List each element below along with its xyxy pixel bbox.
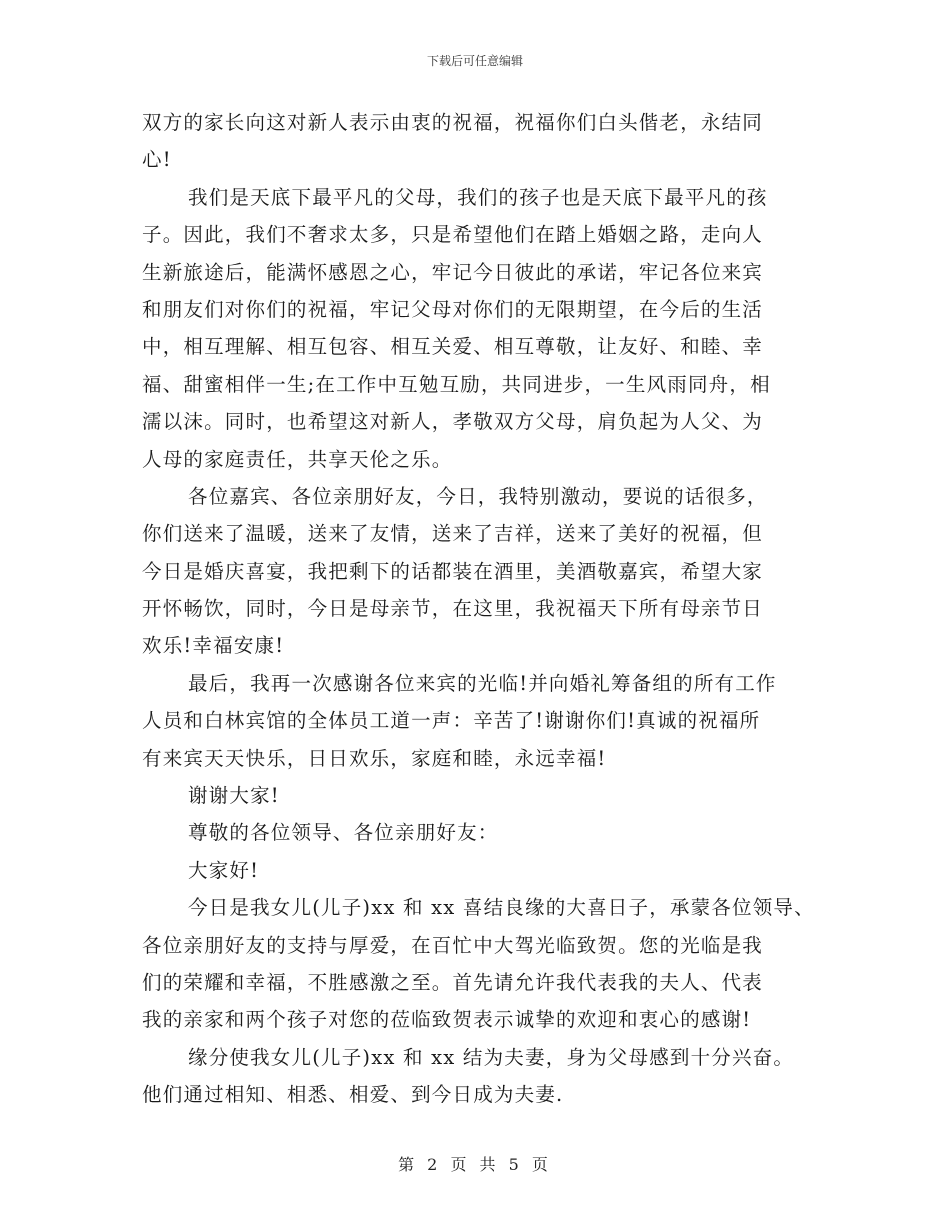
text-line: 今日是婚庆喜宴，我把剩下的话都装在酒里，美酒敬嘉宾，希望大家: [142, 559, 764, 583]
page-footer: 第 2 页 共 5 页: [398, 1155, 552, 1174]
text-line: 各位亲朋好友的支持与厚爱，在百忙中大驾光临致贺。您的光临是我: [142, 933, 764, 957]
text-line: 缘分使我女儿(儿子)xx 和 xx 结为夫妻，身为父母感到十分兴奋。: [188, 1045, 795, 1069]
text-line: 今日是我女儿(儿子)xx 和 xx 喜结良缘的大喜日子，承蒙各位领导、: [188, 896, 815, 920]
text-line: 尊敬的各位领导、各位亲朋好友：: [188, 821, 499, 845]
text-line: 我们是天底下最平凡的父母，我们的孩子也是天底下最平凡的孩: [188, 185, 768, 209]
text-line: 们的荣耀和幸福，不胜感激之至。首先请允许我代表我的夫人、代表: [142, 970, 764, 994]
text-line: 你们送来了温暖，送来了友情，送来了吉祥，送来了美好的祝福，但: [142, 522, 764, 546]
text-line: 人母的家庭责任，共享天伦之乐。: [142, 447, 453, 471]
text-line: 有来宾天天快乐，日日欢乐，家庭和睦，永远幸福!: [142, 746, 607, 770]
text-line: 欢乐!幸福安康!: [142, 634, 285, 658]
text-line: 生新旅途后，能满怀感恩之心，牢记今日彼此的承诺，牢记各位来宾: [142, 260, 764, 284]
page-header: 下载后可任意编辑: [426, 54, 523, 68]
text-line: 开怀畅饮，同时，今日是母亲节，在这里，我祝福天下所有母亲节日: [142, 597, 764, 621]
text-line: 谢谢大家!: [188, 784, 280, 808]
text-line: 濡以沫。同时，也希望这对新人，孝敬双方父母，肩负起为人父、为: [142, 410, 764, 434]
text-line: 心!: [142, 148, 172, 172]
text-line: 我的亲家和两个孩子对您的莅临致贺表示诚挚的欢迎和衷心的感谢!: [142, 1008, 752, 1032]
text-line: 各位嘉宾、各位亲朋好友，今日，我特别激动，要说的话很多，: [188, 484, 768, 508]
text-line: 最后，我再一次感谢各位来宾的光临!并向婚礼筹备组的所有工作: [188, 671, 777, 695]
document-body: [142, 104, 832, 1114]
text-line: 双方的家长向这对新人表示由衷的祝福，祝福你们白头偕老，永结同: [142, 111, 764, 134]
text-line: 人员和白林宾馆的全体员工道一声：辛苦了!谢谢你们!真诚的祝福所: [142, 709, 761, 733]
text-line: 中，相互理解、相互包容、相互关爱、相互尊敬，让友好、和睦、幸: [142, 335, 764, 359]
text-line: 大家好!: [188, 858, 260, 882]
text-line: 福、甜蜜相伴一生;在工作中互勉互励，共同进步，一生风雨同舟，相: [142, 372, 771, 396]
text-line: 子。因此，我们不奢求太多，只是希望他们在踏上婚姻之路，走向人: [142, 223, 764, 247]
text-line: 他们通过相知、相悉、相爱、到今日成为夫妻.: [142, 1083, 564, 1107]
text-line: 和朋友们对你们的祝福，牢记父母对你们的无限期望，在今后的生活: [142, 297, 764, 321]
